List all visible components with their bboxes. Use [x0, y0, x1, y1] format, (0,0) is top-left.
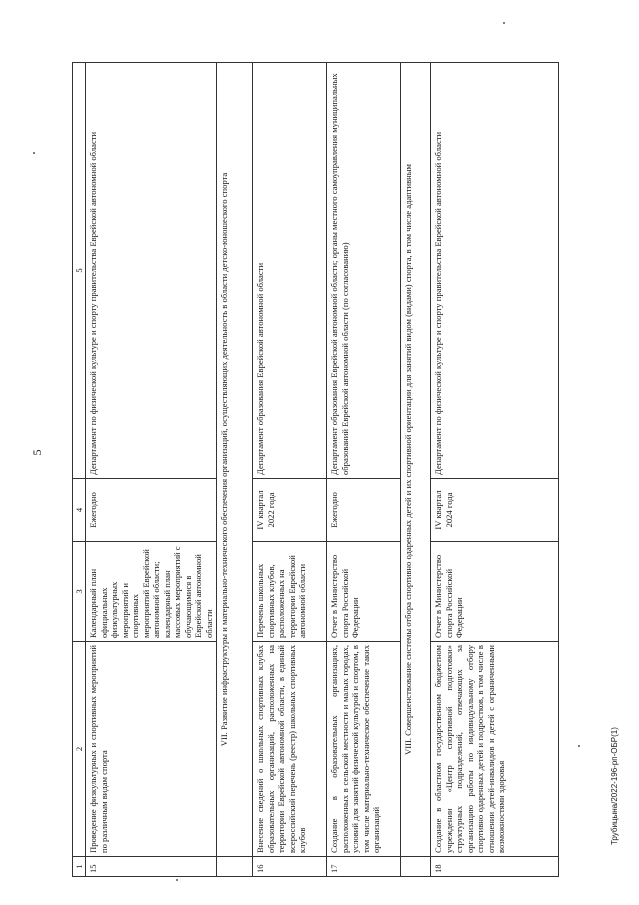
activity-cell: Внесение сведений о школьных спортивных клубах образовательных организаций, расположенных на территории Еврейской автономной области, в единый всероссийский перечень (реестр) школьных спортивных клубов — [253, 642, 327, 857]
table-row — [431, 63, 559, 877]
row-number — [217, 857, 253, 877]
table-row — [327, 63, 401, 877]
header-cell: 5 — [73, 63, 86, 479]
header-cell: 4 — [73, 479, 86, 542]
responsible-cell: Департамент по физической культуре и спорту правительства Еврейской автономной области — [431, 63, 559, 479]
table-row — [253, 63, 327, 877]
document-cell: Отчет в Министерство спорта Российской Федерации — [327, 542, 401, 642]
deadline-cell: Ежегодно — [86, 479, 217, 542]
page-number: 5 — [30, 449, 44, 456]
deadline-cell: IV квартал 2024 года — [431, 479, 559, 542]
section-row — [401, 63, 431, 877]
row-number: 16 — [253, 857, 327, 877]
table-row — [86, 63, 217, 877]
deadline-cell: IV квартал 2022 года — [253, 479, 327, 542]
activity-cell: Проведение физкультурных и спортивных мероприятий по различным видам спорта — [86, 642, 217, 857]
header-cell: 1 — [73, 857, 86, 877]
activity-cell: Создание в областном государственном бюджетном учреждении «Центр спортивной подготовки» структурных подразделений, отвечающих за организацию работы по индивидуальному отбору спортивно одаренных детей и подростков, в том числе в отношении детей-инвалидов и детей с ограниченными возможностями здоровья — [431, 642, 559, 857]
row-number — [401, 857, 431, 877]
section-row — [217, 63, 253, 877]
row-number: 18 — [431, 857, 559, 877]
activity-cell: Создание в образовательных организациях, расположенных в сельской местности и малых городах, условий для занятий физической культурой и спортом, в том числе материально-техническое обеспечение таких организаций — [327, 642, 401, 857]
responsible-cell: Департамент образования Еврейской автономной области — [253, 63, 327, 479]
table-header-row — [73, 63, 86, 877]
header-cell: 3 — [73, 542, 86, 642]
document-cell: Перечень школьных спортивных клубов, расположенных на территории Еврейской автономной области — [253, 542, 327, 642]
section-title: VII. Развитие инфраструктуры и материально-технического обеспечения организаций, осуществляющих деятельность в области детско-юношеского спорта — [217, 63, 253, 857]
document-code: Трубицына/2022-196-рп-ОБР(1) — [610, 727, 619, 845]
header-cell: 2 — [73, 642, 86, 857]
responsible-cell: Департамент образования Еврейской автономной области; органы местного самоуправления муниципальных образований Еврейской автономной области (по согласованию) — [327, 63, 401, 479]
section-title: VIII. Совершенствование системы отбора спортивно одаренных детей и их спортивной ориентации для занятий видом (видами) спорта, в том числе адаптивным — [401, 63, 431, 857]
document-cell: Календарный план официальных физкультурных мероприятий и спортивных мероприятий Еврейской автономной области; календарный план массовых мероприятий с обучающимися в Еврейской автономной области — [86, 542, 217, 642]
plan-table — [72, 62, 559, 877]
document-cell: Отчет в Министерство спорта Российской Федерации — [431, 542, 559, 642]
responsible-cell: Департамент по физической культуре и спорту правительства Еврейской автономной области — [86, 63, 217, 479]
row-number: 17 — [327, 857, 401, 877]
row-number: 15 — [86, 857, 217, 877]
deadline-cell: Ежегодно — [327, 479, 401, 542]
